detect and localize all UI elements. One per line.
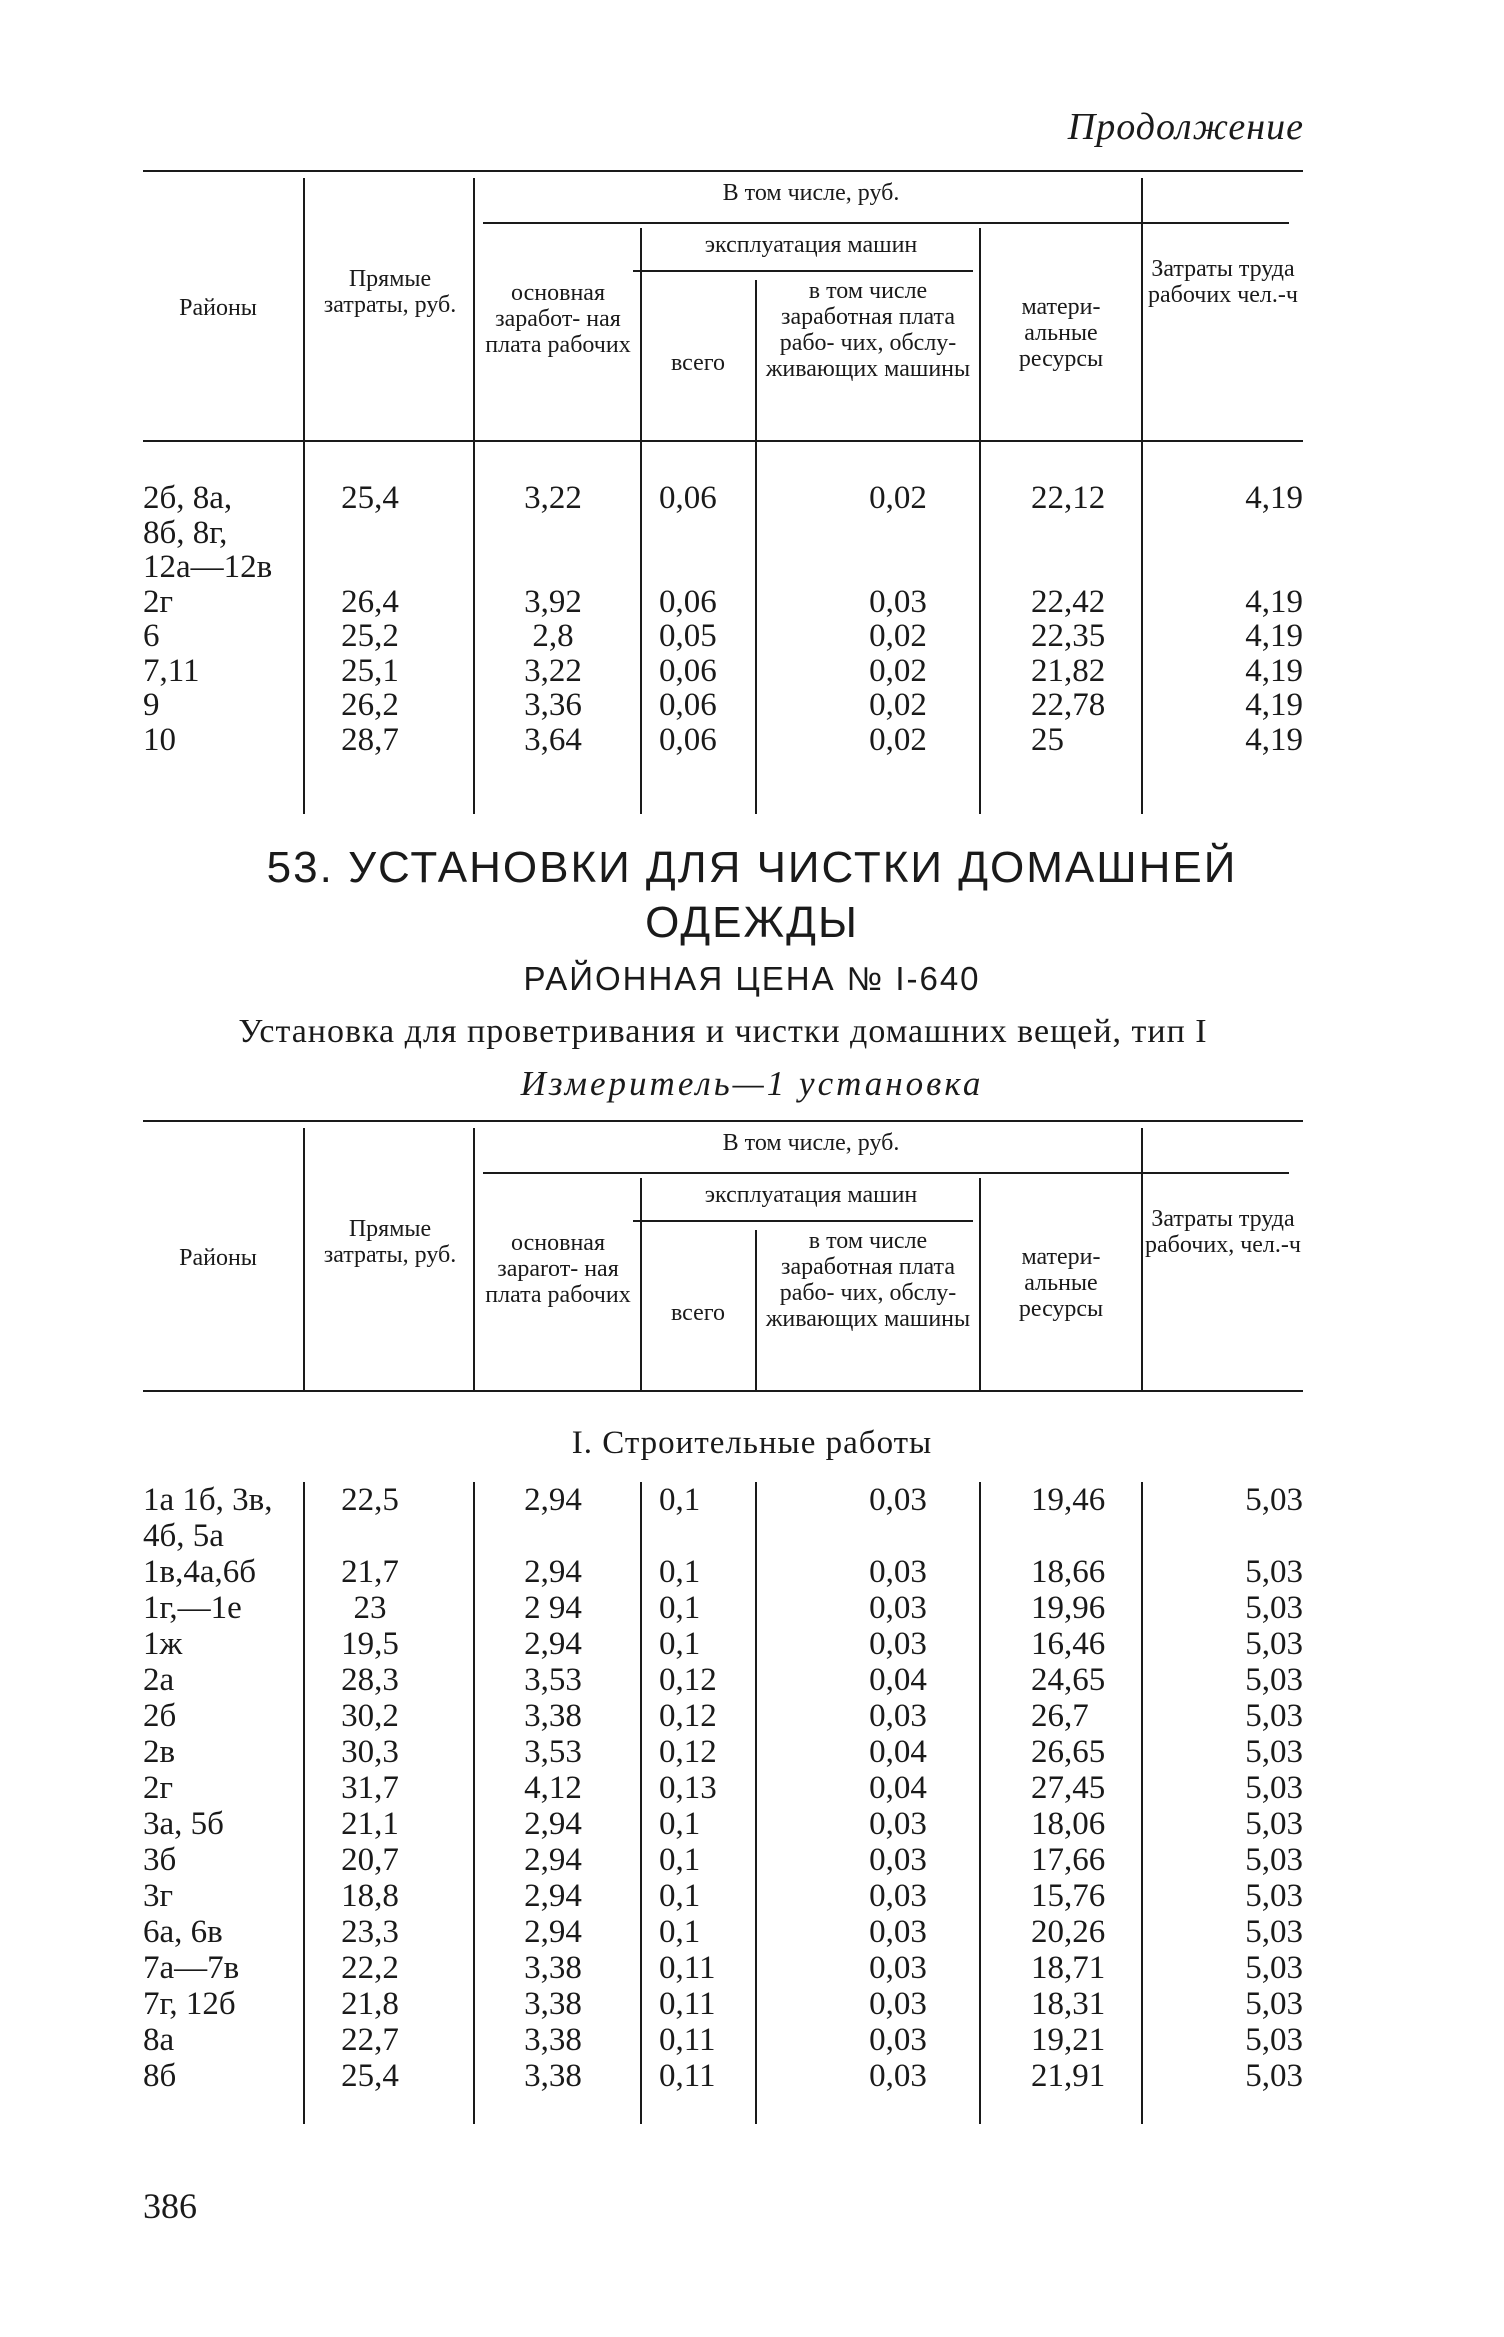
labor-cell: 4,19 (1245, 687, 1303, 723)
header-including: В том числе, руб. (722, 180, 900, 206)
base-wage-cell: 3,22 (524, 480, 582, 516)
machine-wage-cell: 0,04 (869, 1734, 927, 1770)
header-machine-wage: в том числе заработная плата рабо- чих, обслу- живающих машины (765, 1228, 971, 1332)
materials-cell: 22,12 (1031, 480, 1106, 516)
region-cell: 2а (143, 1662, 175, 1698)
labor-cell: 5,03 (1245, 1950, 1303, 1986)
machine-wage-cell: 0,03 (869, 2058, 927, 2094)
base-wage-cell: 2,94 (524, 1914, 582, 1950)
materials-cell: 19,21 (1031, 2022, 1106, 2058)
labor-cell: 5,03 (1245, 1590, 1303, 1626)
table-1-body (143, 442, 1303, 814)
measure-label: Измеритель—1 установка (520, 1064, 984, 1103)
machine-total-cell: 0,06 (659, 687, 717, 723)
region-cell: 4б, 5а (143, 1518, 224, 1554)
machine-total-cell: 0,13 (659, 1770, 717, 1806)
machine-wage-cell: 0,02 (869, 618, 927, 654)
header-col-divider (640, 1178, 642, 1390)
table-row (143, 1878, 1303, 1914)
table-row (143, 1914, 1303, 1950)
region-cell: 2б (143, 1698, 177, 1734)
header-including: В том числе, руб. (722, 1130, 900, 1156)
header-bottom-rule (143, 1390, 1303, 1392)
machine-total-cell: 0,1 (659, 1806, 701, 1842)
header-base-wage: основная заработ- ная плата рабочих (485, 280, 631, 358)
direct-costs-cell: 21,8 (341, 1986, 399, 2022)
table-2-body (143, 1482, 1303, 2152)
base-wage-cell: 3,64 (524, 721, 582, 758)
machine-total-cell: 0,12 (659, 1698, 717, 1734)
table-2 (143, 1120, 1303, 2152)
labor-cell: 4,19 (1245, 618, 1303, 654)
machine-wage-cell: 0,04 (869, 1770, 927, 1806)
table-row (143, 1554, 1303, 1590)
header-top-rule (143, 170, 1303, 172)
direct-costs-cell: 26,4 (341, 583, 399, 620)
labor-cell: 5,03 (1245, 2022, 1303, 2058)
materials-cell: 20,26 (1031, 1914, 1106, 1950)
direct-costs-cell: 28,7 (341, 721, 399, 758)
header-rule (483, 1172, 1289, 1174)
labor-cell: 5,03 (1245, 1698, 1303, 1734)
header-materials: матери- альные ресурсы (1018, 1244, 1104, 1322)
base-wage-cell: 2,94 (524, 1554, 582, 1590)
header-top-rule (143, 1120, 1303, 1122)
header-machine-wage: в том числе заработная плата рабо- чих, обслу- живающих машины (765, 278, 971, 382)
table-row (143, 2058, 1303, 2094)
header-col-divider (1141, 1128, 1143, 1390)
direct-costs-cell: 25,4 (341, 2058, 399, 2094)
labor-cell: 5,03 (1245, 1806, 1303, 1842)
direct-costs-cell: 21,7 (341, 1554, 399, 1590)
section-title-line-2: ОДЕЖДЫ (645, 898, 859, 947)
machine-wage-cell: 0,03 (869, 1950, 927, 1986)
region-cell: 8а (143, 2022, 175, 2058)
machine-wage-cell: 0,02 (869, 652, 927, 689)
table-row (143, 1806, 1303, 1842)
region-cell: 2г (143, 1770, 174, 1806)
machine-total-cell: 0,1 (659, 1914, 701, 1950)
labor-cell: 4,19 (1245, 583, 1303, 620)
base-wage-cell: 3,22 (524, 652, 582, 689)
base-wage-cell: 3,36 (524, 687, 582, 723)
labor-cell: 5,03 (1245, 1554, 1303, 1590)
region-cell: 7г, 12б (143, 1986, 236, 2022)
region-cell: 3а, 5б (143, 1806, 224, 1842)
table-row (143, 1842, 1303, 1878)
table-1-header (143, 170, 1303, 442)
base-wage-cell: 2,94 (524, 1482, 582, 1518)
base-wage-cell: 3,53 (524, 1734, 582, 1770)
table-row (143, 653, 1303, 689)
region-cell: 6 (143, 618, 160, 654)
table-row (143, 618, 1303, 654)
table-row (143, 1734, 1303, 1770)
machine-total-cell: 0,11 (659, 2022, 716, 2058)
table-row (143, 722, 1303, 758)
machine-total-cell: 0,1 (659, 1842, 701, 1878)
machine-total-cell: 0,05 (659, 618, 717, 654)
materials-cell: 22,42 (1031, 583, 1106, 620)
machine-total-cell: 0,1 (659, 1554, 701, 1590)
region-cell: 1г,—1е (143, 1590, 242, 1626)
materials-cell: 27,45 (1031, 1770, 1106, 1806)
materials-cell: 17,66 (1031, 1842, 1106, 1878)
labor-cell: 4,19 (1245, 480, 1303, 516)
labor-cell: 5,03 (1245, 1482, 1303, 1518)
header-col-divider (979, 228, 981, 440)
base-wage-cell: 3,92 (524, 583, 582, 620)
header-base-wage: основная зараrот- ная плата рабочих (485, 1230, 631, 1308)
section-title-line-1: 53. УСТАНОВКИ ДЛЯ ЧИСТКИ ДОМАШНЕЙ (266, 843, 1238, 892)
direct-costs-cell: 25,1 (341, 652, 399, 689)
base-wage-cell: 3,38 (524, 1950, 582, 1986)
table-row (143, 687, 1303, 723)
table-2-header (143, 1120, 1303, 1392)
header-direct-costs: Прямые затраты, руб. (323, 1216, 457, 1268)
region-cell: 8б (143, 2058, 177, 2094)
machine-total-cell: 0,12 (659, 1734, 717, 1770)
machine-wage-cell: 0,03 (869, 1626, 927, 1662)
labor-cell: 5,03 (1245, 1842, 1303, 1878)
base-wage-cell: 2 94 (524, 1590, 582, 1626)
installation-title: Установка для проветривания и чистки домашних вещей, тип I (238, 1013, 1208, 1050)
direct-costs-cell: 25,4 (341, 480, 399, 516)
machine-wage-cell: 0,03 (869, 1482, 927, 1518)
table-row (143, 1590, 1303, 1626)
header-col-divider (473, 178, 475, 440)
region-cell: 1в,4а,6б (143, 1554, 257, 1590)
materials-cell: 18,66 (1031, 1554, 1106, 1590)
direct-costs-cell: 25,2 (341, 618, 399, 654)
table-row (143, 1662, 1303, 1698)
machine-wage-cell: 0,03 (869, 1878, 927, 1914)
machine-total-cell: 0,12 (659, 1662, 717, 1698)
labor-cell: 5,03 (1245, 1626, 1303, 1662)
region-cell: 1ж (143, 1626, 183, 1662)
header-col-divider (303, 1128, 305, 1390)
machine-total-cell: 0,06 (659, 583, 717, 620)
header-regions: Районы (179, 295, 257, 321)
machine-total-cell: 0,06 (659, 721, 717, 758)
machine-wage-cell: 0,02 (869, 480, 927, 516)
table-row (143, 1698, 1303, 1734)
machine-wage-cell: 0,02 (869, 721, 927, 758)
header-materials: матери- альные ресурсы (1018, 294, 1104, 372)
direct-costs-cell: 21,1 (341, 1806, 399, 1842)
materials-cell: 15,76 (1031, 1878, 1106, 1914)
direct-costs-cell: 23 (353, 1590, 387, 1626)
region-cell: 12а—12в (143, 549, 273, 585)
machine-wage-cell: 0,03 (869, 1806, 927, 1842)
table-row (143, 1986, 1303, 2022)
direct-costs-cell: 31,7 (341, 1770, 399, 1806)
machine-wage-cell: 0,03 (869, 1914, 927, 1950)
machine-wage-cell: 0,03 (869, 2022, 927, 2058)
labor-cell: 5,03 (1245, 1914, 1303, 1950)
base-wage-cell: 2,94 (524, 1626, 582, 1662)
table-row (143, 1770, 1303, 1806)
labor-cell: 5,03 (1245, 1662, 1303, 1698)
direct-costs-cell: 28,3 (341, 1662, 399, 1698)
labor-cell: 5,03 (1245, 1878, 1303, 1914)
table-row (143, 584, 1303, 620)
table-row (143, 1626, 1303, 1662)
machine-total-cell: 0,1 (659, 1626, 701, 1662)
materials-cell: 18,06 (1031, 1806, 1106, 1842)
materials-cell: 19,46 (1031, 1482, 1106, 1518)
direct-costs-cell: 22,5 (341, 1482, 399, 1518)
direct-costs-cell: 18,8 (341, 1878, 399, 1914)
group-label: I. Строительные работы (571, 1425, 933, 1461)
region-cell: 1а 1б, 3в, (143, 1482, 273, 1518)
header-direct-costs: Прямые затраты, руб. (323, 266, 457, 318)
base-wage-cell: 2,8 (532, 618, 574, 654)
header-total: всего (670, 350, 726, 376)
direct-costs-cell: 30,3 (341, 1734, 399, 1770)
base-wage-cell: 3,38 (524, 1986, 582, 2022)
region-cell: 2б, 8а, (143, 480, 233, 516)
header-regions: Районы (179, 1245, 257, 1271)
base-wage-cell: 4,12 (524, 1770, 582, 1806)
base-wage-cell: 3,38 (524, 2022, 582, 2058)
machine-wage-cell: 0,03 (869, 1698, 927, 1734)
table-row (143, 480, 1303, 585)
labor-cell: 5,03 (1245, 1770, 1303, 1806)
machine-total-cell: 0,06 (659, 480, 717, 516)
region-cell: 6а, 6в (143, 1914, 223, 1950)
header-col-divider (979, 1178, 981, 1390)
machine-total-cell: 0,11 (659, 2058, 716, 2094)
region-cell: 3б (143, 1842, 177, 1878)
materials-cell: 16,46 (1031, 1626, 1106, 1662)
region-cell: 3г (143, 1878, 174, 1914)
machine-wage-cell: 0,03 (869, 1590, 927, 1626)
labor-cell: 5,03 (1245, 2058, 1303, 2094)
direct-costs-cell: 22,2 (341, 1950, 399, 1986)
materials-cell: 18,71 (1031, 1950, 1106, 1986)
machine-total-cell: 0,06 (659, 652, 717, 689)
labor-cell: 5,03 (1245, 1986, 1303, 2022)
labor-cell: 4,19 (1245, 721, 1303, 758)
machine-total-cell: 0,11 (659, 1986, 716, 2022)
machine-total-cell: 0,11 (659, 1950, 716, 1986)
header-rule (633, 1220, 973, 1222)
price-label: РАЙОННАЯ ЦЕНА № I-640 (523, 960, 981, 997)
header-rule (633, 270, 973, 272)
materials-cell: 22,35 (1031, 618, 1106, 654)
machine-wage-cell: 0,03 (869, 583, 927, 620)
materials-cell: 19,96 (1031, 1590, 1106, 1626)
machine-total-cell: 0,1 (659, 1482, 701, 1518)
region-cell: 7,11 (143, 652, 200, 689)
table-1 (143, 170, 1303, 814)
materials-cell: 25 (1031, 721, 1064, 758)
base-wage-cell: 2,94 (524, 1878, 582, 1914)
header-labor: Затраты труда рабочих чел.-ч (1148, 256, 1298, 308)
region-cell: 10 (143, 721, 176, 758)
table-row (143, 1482, 1303, 1554)
region-cell: 2г (143, 583, 174, 620)
direct-costs-cell: 26,2 (341, 687, 399, 723)
header-labor: Затраты труда рабочих, чел.-ч (1145, 1206, 1301, 1258)
region-cell: 7а—7в (143, 1950, 240, 1986)
header-col-divider (755, 280, 757, 440)
base-wage-cell: 3,53 (524, 1662, 582, 1698)
machine-wage-cell: 0,02 (869, 687, 927, 723)
base-wage-cell: 2,94 (524, 1842, 582, 1878)
machine-wage-cell: 0,03 (869, 1986, 927, 2022)
labor-cell: 4,19 (1245, 652, 1303, 689)
header-rule (483, 222, 1289, 224)
region-cell: 8б, 8г, (143, 514, 228, 551)
header-col-divider (640, 228, 642, 440)
base-wage-cell: 3,38 (524, 1698, 582, 1734)
direct-costs-cell: 19,5 (341, 1626, 399, 1662)
materials-cell: 21,82 (1031, 652, 1106, 689)
header-machine-operation: эксплуатация машин (704, 1182, 918, 1208)
continuation-label: Продолжение (1067, 106, 1304, 148)
machine-total-cell: 0,1 (659, 1590, 701, 1626)
header-col-divider (473, 1128, 475, 1390)
page-number: 386 (143, 2186, 197, 2226)
header-col-divider (755, 1230, 757, 1390)
materials-cell: 22,78 (1031, 687, 1106, 723)
machine-total-cell: 0,1 (659, 1878, 701, 1914)
header-total: всего (670, 1300, 726, 1326)
materials-cell: 26,7 (1031, 1698, 1089, 1734)
machine-wage-cell: 0,03 (869, 1554, 927, 1590)
header-col-divider (303, 178, 305, 440)
region-cell: 2в (143, 1734, 176, 1770)
materials-cell: 26,65 (1031, 1734, 1106, 1770)
materials-cell: 24,65 (1031, 1662, 1106, 1698)
machine-wage-cell: 0,03 (869, 1842, 927, 1878)
base-wage-cell: 3,38 (524, 2058, 582, 2094)
labor-cell: 5,03 (1245, 1734, 1303, 1770)
header-machine-operation: эксплуатация машин (704, 232, 918, 258)
direct-costs-cell: 20,7 (341, 1842, 399, 1878)
machine-wage-cell: 0,04 (869, 1662, 927, 1698)
base-wage-cell: 2,94 (524, 1806, 582, 1842)
materials-cell: 18,31 (1031, 1986, 1106, 2022)
direct-costs-cell: 22,7 (341, 2022, 399, 2058)
table-row (143, 2022, 1303, 2058)
direct-costs-cell: 30,2 (341, 1698, 399, 1734)
materials-cell: 21,91 (1031, 2058, 1106, 2094)
direct-costs-cell: 23,3 (341, 1914, 399, 1950)
region-cell: 9 (143, 687, 160, 723)
header-col-divider (1141, 178, 1143, 440)
table-row (143, 1950, 1303, 1986)
